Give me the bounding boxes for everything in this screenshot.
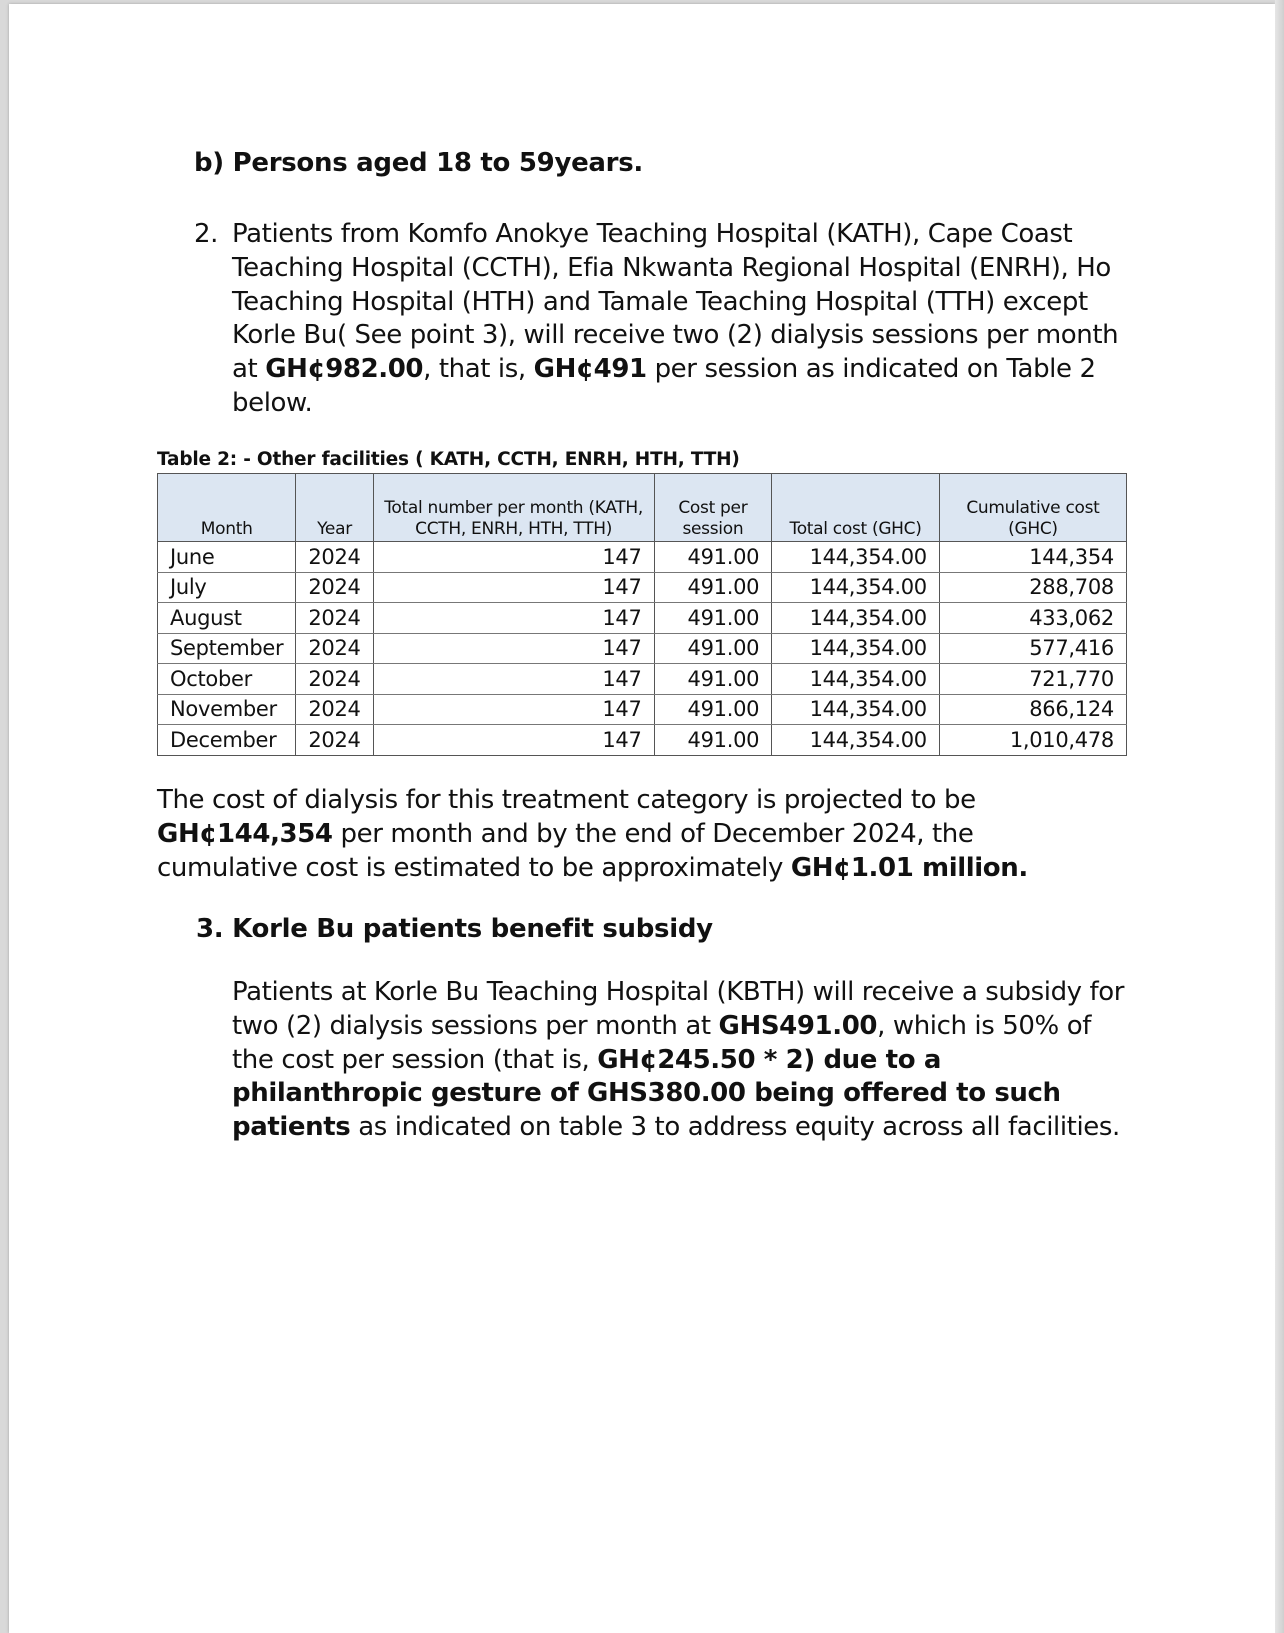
cell-total-cost: 144,354.00 — [772, 633, 940, 664]
cell-cumulative-cost: 721,770 — [939, 664, 1126, 695]
cell-cumulative-cost: 577,416 — [939, 633, 1126, 664]
summary-cumulative-cost: GH¢1.01 million. — [790, 852, 1028, 883]
cell-month: November — [158, 694, 296, 725]
item-2-text-part: per session as indicated on Table 2 below. — [232, 354, 1096, 418]
table-row — [158, 725, 1127, 756]
item-3-text-part: , which is 50% of the cost per session (that is, — [232, 1010, 1091, 1075]
cell-total-number: 147 — [373, 725, 654, 756]
cell-month: June — [158, 542, 296, 573]
header-month: Month — [158, 474, 296, 542]
summary-paragraph — [157, 784, 1097, 885]
cell-total-cost: 144,354.00 — [772, 664, 940, 695]
cell-year: 2024 — [296, 542, 373, 573]
item-2-text-part: Patients from Komfo Anokye Teaching Hospital (KATH), Cape Coast Teaching Hospital (CCTH), Efia Nkwanta Regional Hospital (ENRH), Ho Teaching Hospital (HTH) and Tamale Teaching Hospital (TTH) except Korle Bu( See point 3), will receive two (2) dialysis sessions per month at — [232, 219, 1119, 385]
item-3-subsidy-amount: GHS491.00 — [718, 1010, 878, 1041]
cell-year: 2024 — [296, 664, 373, 695]
cell-total-cost: 144,354.00 — [772, 603, 940, 634]
summary-text-part: per month and by the end of December 2024, the cumulative cost is estimated to be approximately — [157, 818, 974, 883]
cell-year: 2024 — [296, 603, 373, 634]
cell-total-cost: 144,354.00 — [772, 542, 940, 573]
table-2-caption: Table 2: - Other facilities ( KATH, CCTH, ENRH, HTH, TTH) — [157, 449, 740, 470]
cell-cost-per-session: 491.00 — [654, 603, 772, 634]
cell-month: September — [158, 633, 296, 664]
cell-month: December — [158, 725, 296, 756]
cell-total-number: 147 — [373, 694, 654, 725]
table-row — [158, 694, 1127, 725]
item-3-text-part: Patients at Korle Bu Teaching Hospital (KBTH) will receive a subsidy for two (2) dialysis sessions per month at — [232, 977, 1125, 1041]
cell-year: 2024 — [296, 694, 373, 725]
cell-total-number: 147 — [373, 603, 654, 634]
header-cost-per-session: Cost per session — [654, 474, 772, 542]
header-cumulative-cost: Cumulative cost (GHC) — [939, 474, 1126, 542]
cell-cumulative-cost: 1,010,478 — [939, 725, 1126, 756]
cell-cumulative-cost: 433,062 — [939, 603, 1126, 634]
cell-cumulative-cost: 866,124 — [939, 694, 1126, 725]
table-row — [158, 572, 1127, 603]
summary-text-part: The cost of dialysis for this treatment category is projected to be — [157, 785, 976, 815]
table-row — [158, 542, 1127, 573]
page-edge-shadow — [1275, 0, 1284, 1633]
table-row — [158, 633, 1127, 664]
cell-total-cost: 144,354.00 — [772, 694, 940, 725]
cell-month: October — [158, 664, 296, 695]
item-2-session-amount: GH¢491 — [533, 354, 647, 385]
cell-cost-per-session: 491.00 — [654, 664, 772, 695]
cell-cost-per-session: 491.00 — [654, 694, 772, 725]
item-3-philanthropic-note: GH¢245.50 * 2) due to a philanthropic gesture of GHS380.00 being offered to such patients — [232, 1044, 1061, 1143]
cell-total-cost: 144,354.00 — [772, 725, 940, 756]
cell-total-number: 147 — [373, 633, 654, 664]
section-b-heading: b) Persons aged 18 to 59years. — [194, 148, 643, 178]
item-2-text-part: , that is, — [423, 354, 534, 385]
cell-year: 2024 — [296, 633, 373, 664]
cell-cumulative-cost: 288,708 — [939, 572, 1126, 603]
header-total-number: Total number per month (KATH, CCTH, ENRH, HTH, TTH) — [373, 474, 654, 542]
item-2-text — [232, 218, 1134, 421]
cell-year: 2024 — [296, 725, 373, 756]
cell-cumulative-cost: 144,354 — [939, 542, 1126, 573]
cell-cost-per-session: 491.00 — [654, 633, 772, 664]
cell-total-cost: 144,354.00 — [772, 572, 940, 603]
cell-total-number: 147 — [373, 664, 654, 695]
item-2-monthly-amount: GH¢982.00 — [265, 354, 424, 385]
item-3-text-part: as indicated on table 3 to address equity across all facilities. — [350, 1112, 1120, 1143]
table-header-row — [158, 474, 1127, 542]
item-2-paragraph — [194, 218, 1134, 421]
cell-total-number: 147 — [373, 572, 654, 603]
cell-month: August — [158, 603, 296, 634]
table-row — [158, 603, 1127, 634]
summary-monthly-cost: GH¢144,354 — [157, 818, 333, 849]
header-total-cost: Total cost (GHC) — [772, 474, 940, 542]
cell-cost-per-session: 491.00 — [654, 542, 772, 573]
table-2 — [157, 473, 1127, 756]
table-row — [158, 664, 1127, 695]
cell-year: 2024 — [296, 572, 373, 603]
item-3-paragraph — [232, 976, 1132, 1145]
item-3-heading: 3. Korle Bu patients benefit subsidy — [196, 914, 713, 944]
cell-total-number: 147 — [373, 542, 654, 573]
item-2-number: 2. — [194, 219, 219, 249]
cell-month: July — [158, 572, 296, 603]
cell-cost-per-session: 491.00 — [654, 725, 772, 756]
cell-cost-per-session: 491.00 — [654, 572, 772, 603]
header-year: Year — [296, 474, 373, 542]
